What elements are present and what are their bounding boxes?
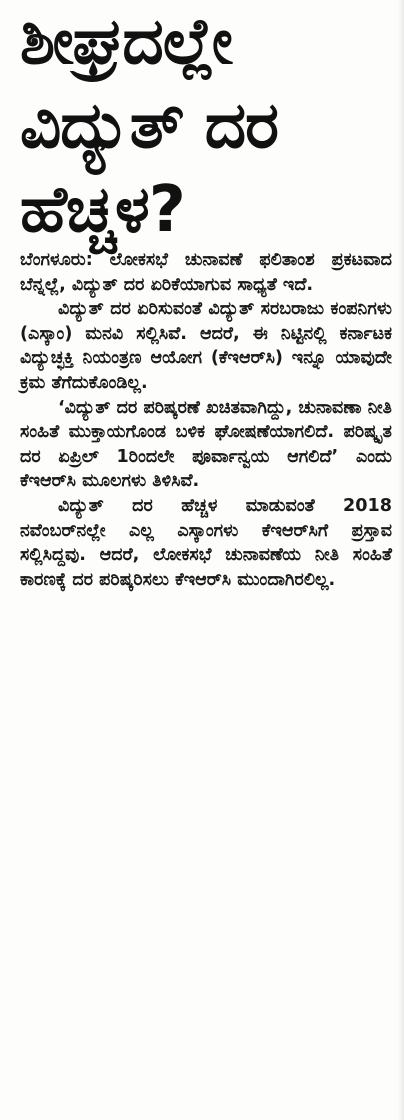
headline-line-2: ವಿದ್ಯುತ್ ದರ xyxy=(20,89,278,163)
paper-edge-shadow xyxy=(398,0,404,1120)
headline-line-1: ಶೀಘ್ರದಲ್ಲೇ xyxy=(20,5,232,79)
headline-line-3: ಹೆಚ್ಚಳ? xyxy=(20,173,185,247)
paragraph-lead: ಬೆಂಗಳೂರು: ಲೋಕಸಭೆ ಚುನಾವಣೆ ಫಲಿತಾಂಶ ಪ್ರಕಟವಾದ ಬೆನ್ನಲ್ಲೆ, ವಿದ್ಯುತ್ ದರ ಏರಿಕೆಯಾಗುವ ಸಾಧ್ಯತೆ ಇದೆ. xyxy=(20,250,392,295)
paragraph-3: ‘ವಿದ್ಯುತ್ ದರ ಪರಿಷ್ಕರಣೆ ಖಚಿತವಾಗಿದ್ದು, ಚುನಾವಣಾ ನೀತಿ ಸಂಹಿತೆ ಮುಕ್ತಾಯಗೊಂಡ ಬಳಿಕ ಘೋಷಣೆಯಾಗಲಿದೆ. ಪರಿಷ್ಕೃತ ದರ ಏಪ್ರಿಲ್ 1ರಿಂದಲೇ ಪೂರ್ವಾನ್ವಯ ಆಗಲಿದೆ’ ಎಂದು ಕೆಇಆರ್‌ಸಿ ಮೂಲಗಳು ತಿಳಿಸಿವೆ. xyxy=(20,397,392,492)
article-body xyxy=(20,248,392,592)
headline xyxy=(20,0,400,252)
paragraph-2: ವಿದ್ಯುತ್ ದರ ಏರಿಸುವಂತೆ ವಿದ್ಯುತ್ ಸರಬರಾಜು ಕಂಪನಿಗಳು (ಎಸ್ಕಾಂ) ಮನವಿ ಸಲ್ಲಿಸಿವೆ. ಆದರೆ, ಈ ನಿಟ್ಟಿನಲ್ಲಿ ಕರ್ನಾಟಕ ವಿದ್ಯುಚ್ಛಕ್ತಿ ನಿಯಂತ್ರಣ ಆಯೋಗ (ಕೆಇಆರ್‌ಸಿ) ಇನ್ನೂ ಯಾವುದೇ ಕ್ರಮ ತೆಗೆದುಕೊಂಡಿಲ್ಲ. xyxy=(20,299,392,393)
paragraph-4: ವಿದ್ಯುತ್ ದರ ಹೆಚ್ಚಳ ಮಾಡುವಂತೆ 2018 ನವೆಂಬರ್‌ನಲ್ಲೇ ಎಲ್ಲ ಎಸ್ಕಾಂಗಳು ಕೆಇಆರ್‌ಸಿಗೆ ಪ್ರಸ್ತಾವ ಸಲ್ಲಿಸಿದ್ದವು. ಆದರೆ, ಲೋಕಸಭೆ ಚುನಾವಣೆಯ ನೀತಿ ಸಂಹಿತೆ ಕಾರಣಕ್ಕೆ ದರ ಪರಿಷ್ಕರಿಸಲು ಕೆಇಆರ್‌ಸಿ ಮುಂದಾಗಿರಲಿಲ್ಲ. xyxy=(20,495,392,590)
